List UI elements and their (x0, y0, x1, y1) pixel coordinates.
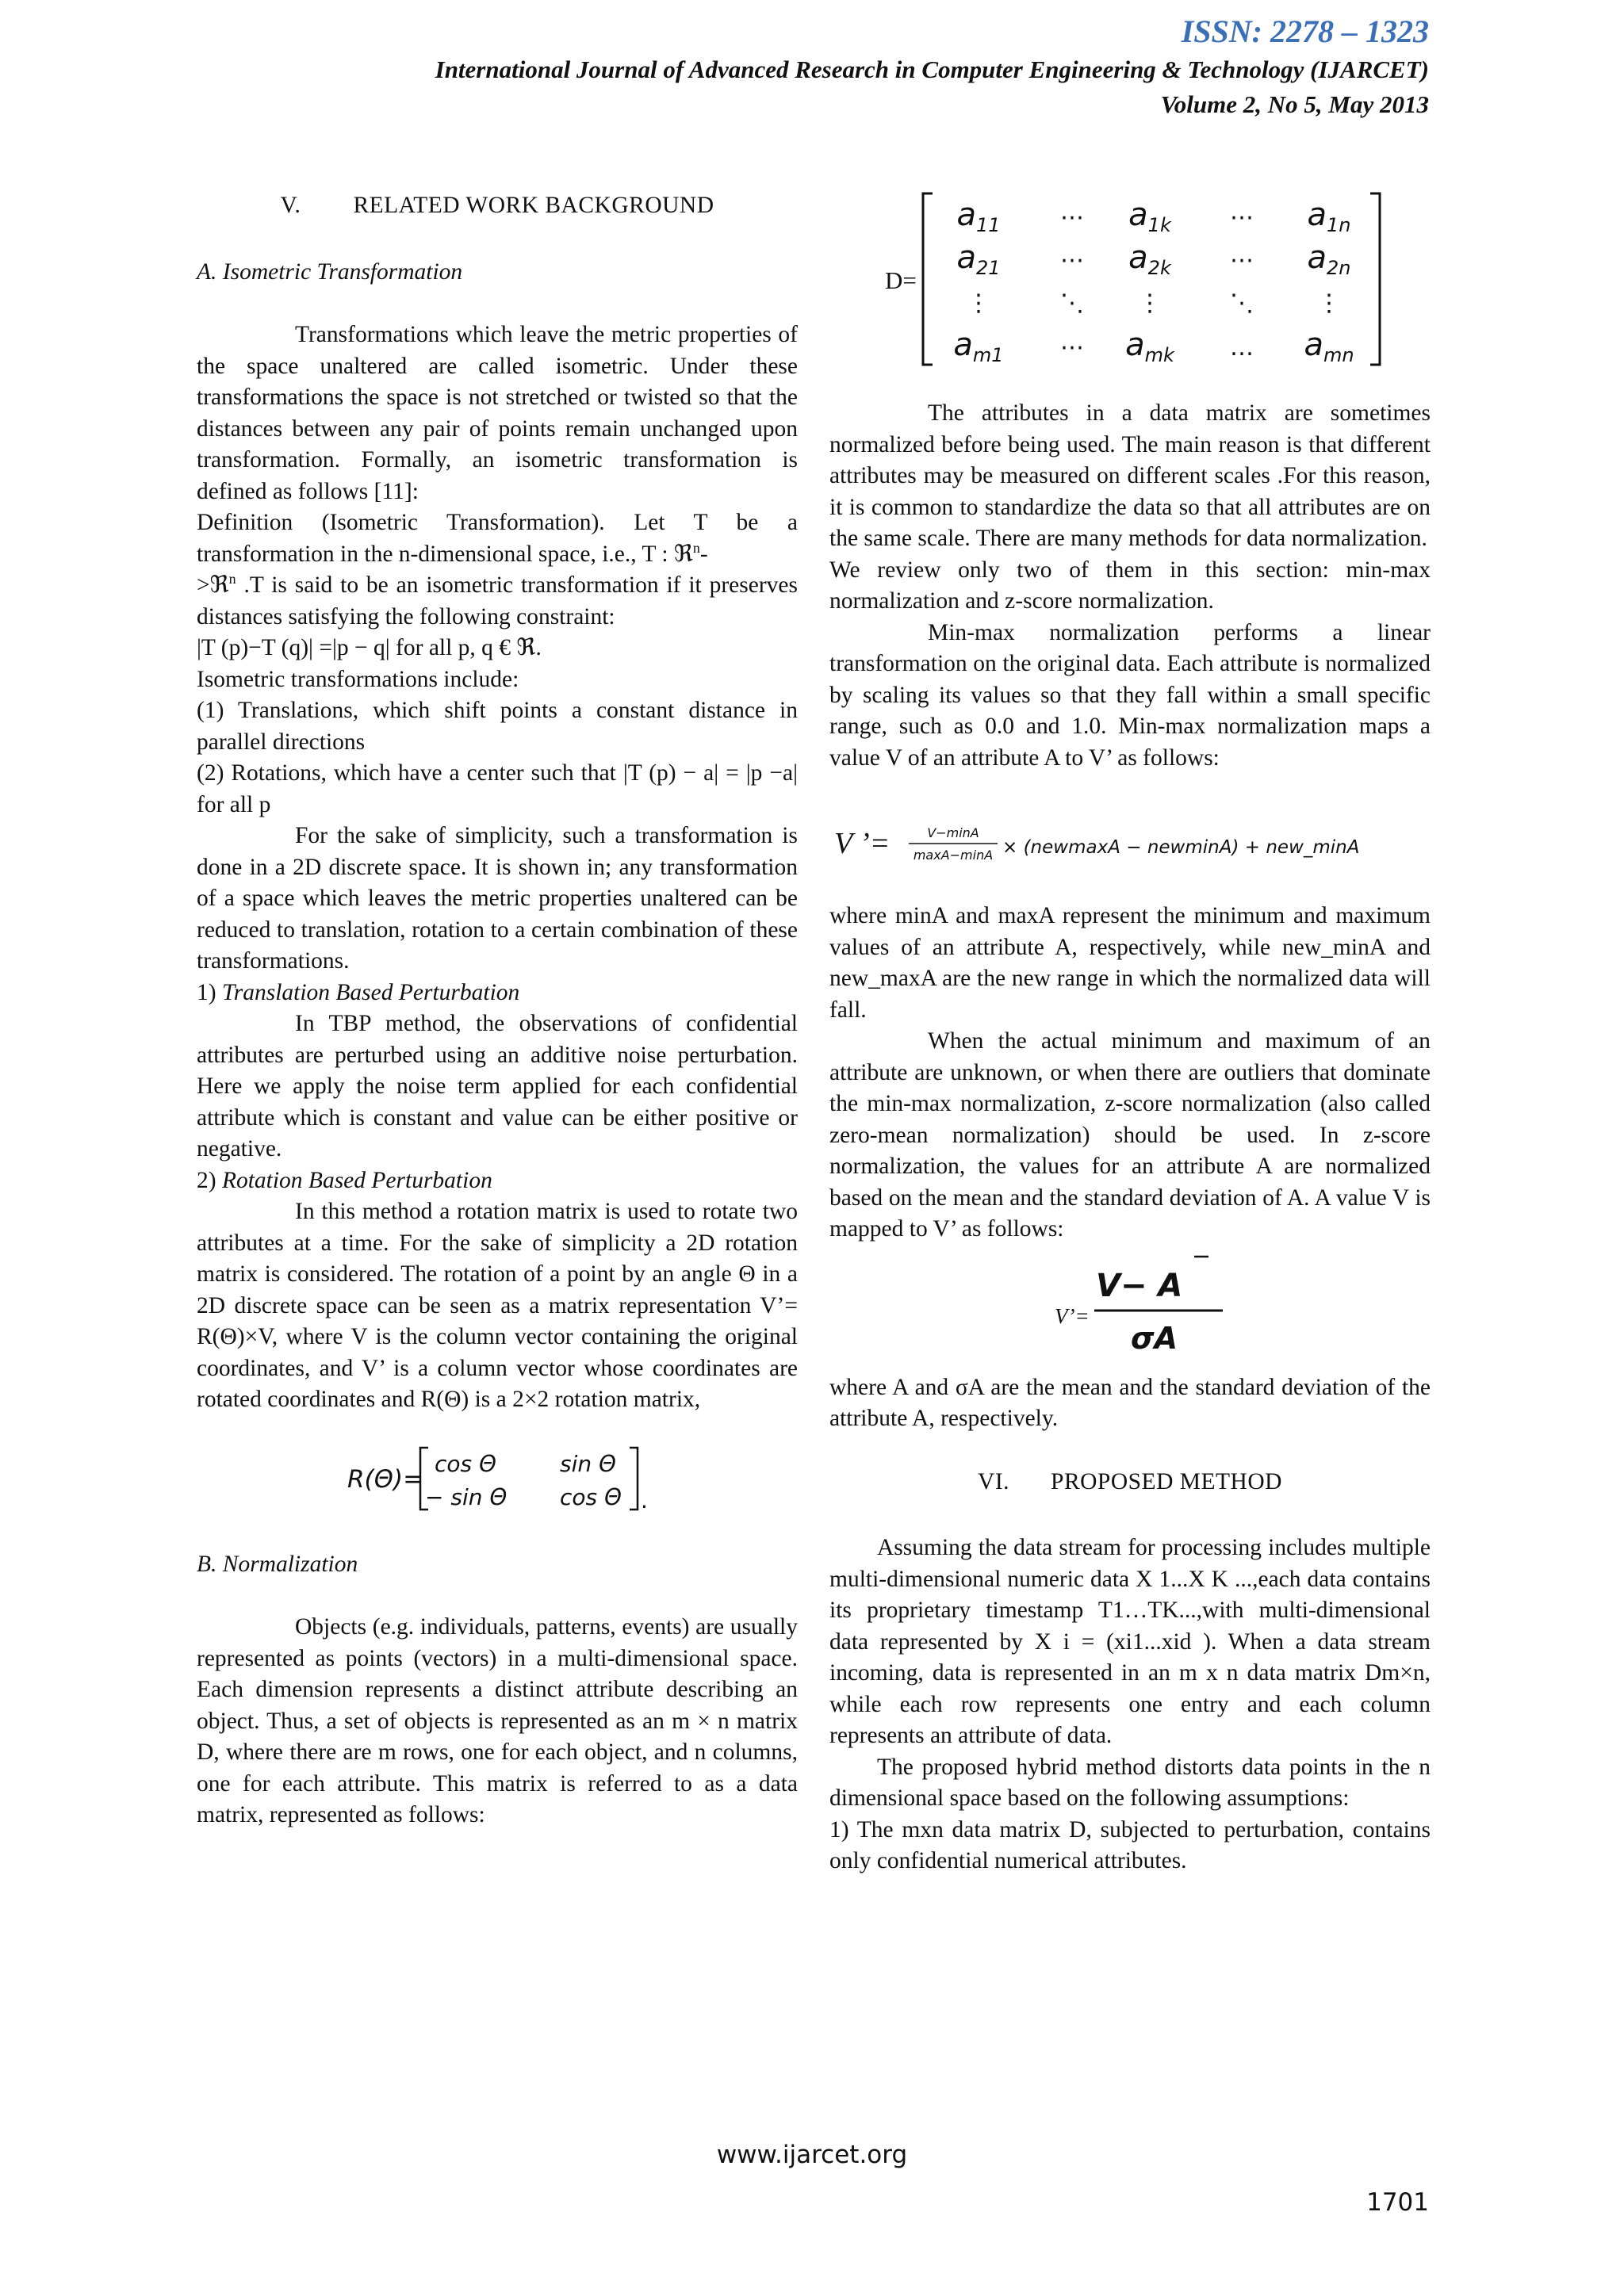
matrix-cell: $a_{1n}$ (1307, 197, 1351, 236)
page-header (435, 11, 1429, 122)
matrix-lhs: D= (885, 266, 917, 294)
matrix-cell: $a_{m1}$ (953, 327, 1004, 366)
paragraph: The attributes in a data matrix are sometimes normalized before being used. The main reason is that different attributes may be measured on different scales .For this reason, it is common to standardize the data so that all attributes are on the same scale. There are many methods for data normalization. (829, 400, 1431, 551)
svg-text:maxA−minA: maxA−minA (913, 848, 994, 863)
section-title: PROPOSED METHOD (1051, 1468, 1282, 1494)
section-vi-heading (829, 1467, 1431, 1498)
right-column (829, 184, 1431, 1877)
section-number: V. (280, 193, 301, 218)
right-bracket (630, 1448, 638, 1510)
paragraph: Isometric transformations include: (197, 666, 519, 692)
matrix-cell: … (1230, 334, 1254, 362)
section-v-heading (197, 190, 798, 222)
matrix-cell: $a_{mk}$ (1125, 327, 1174, 366)
svg-text:cos Θ: cos Θ (560, 1483, 622, 1510)
data-matrix-equation (829, 184, 1431, 374)
footer-url: www.ijarcet.org (716, 2141, 908, 2169)
paragraph: Transformations which leave the metric properties of the space unaltered are called isometric. Under these transformations the space is not stretched or twisted so that the distances between any pair of points remain unchanged upon transformation. Formally, an isometric transformation is defined as follows [11]: (197, 322, 798, 504)
left-column (197, 190, 798, 1831)
matrix-cells (953, 197, 1354, 366)
subsubsection-heading: 1) Translation Based Perturbation (197, 979, 520, 1005)
z-score-equation (829, 1246, 1431, 1372)
issn: ISSN: 2278 – 1323 (1181, 13, 1429, 49)
section-title: RELATED WORK BACKGROUND (353, 193, 714, 218)
journal-volume: Volume 2, No 5, May 2013 (1160, 90, 1429, 118)
min-max-equation (829, 774, 1431, 901)
svg-text:σA: σA (1131, 1320, 1178, 1356)
paragraph: Objects (e.g. individuals, patterns, events) are usually represented as points (vectors) in a multi-dimensional space. Each dimension represents a distinct attribute describing an object. Thus, a set of objects is represented as an m × n matrix D, where there are m rows, one for each object, and n columns, one for each attribute. This matrix is referred to as a data matrix, represented as follows: (197, 1614, 798, 1827)
matrix-cell: ⋯ (1060, 247, 1084, 274)
definition-paragraph: Definition (Isometric Transformation). Let T be a transformation in the n-dimensional space, i.e., T : ℜ$^n$- >ℜ$^n$ .T is said to be an isometric transformation if it preserves distances satisfying the following constraint: (197, 510, 798, 629)
paragraph: In TBP method, the observations of confidential attributes are perturbed using an additive noise perturbation. Here we apply the noise term applied for each confidential attribute which is constant and value can be either positive or negative. (197, 1011, 798, 1161)
matrix-cell: ⋯ (1060, 204, 1084, 232)
matrix-cell: $a_{21}$ (956, 239, 1001, 279)
journal-title: International Journal of Advanced Research in Computer Engineering & Technology (IJARCET) (435, 55, 1429, 83)
paragraph: 1) The mxn data matrix D, subjected to perturbation, contains only confidential numerical attributes. (829, 1816, 1431, 1873)
matrix-cell: $a_{2k}$ (1128, 239, 1171, 279)
rotation-lhs: R(Θ)= (347, 1464, 424, 1494)
subsubsection-heading: 2) Rotation Based Perturbation (197, 1167, 492, 1193)
z-score-svg (829, 1246, 1431, 1372)
section-number: VI. (978, 1468, 1010, 1494)
subsection-a-heading: A. Isometric Transformation (197, 258, 463, 285)
list-item: (1) Translations, which shift points a constant distance in parallel directions (197, 698, 798, 755)
paragraph: Assuming the data stream for processing includes multiple multi-dimensional numeric data X 1...X K ...,each data contains its proprietary timestamp T1…TK...,with multi-dimensional data represented by X i = (xi1...xid ). When a data stream incoming, data is represented in an m x n data matrix Dm×n, while each row represents one entry and each column represents an attribute of data. (829, 1535, 1431, 1748)
matrix-cell: ⋯ (1230, 247, 1254, 274)
min-max-svg (829, 774, 1431, 901)
matrix-cell: ⋮ (967, 289, 990, 317)
paragraph: In this method a rotation matrix is used to rotate two attributes at a time. For the sake of simplicity a 2D rotation matrix is considered. The rotation of a point by an angle Θ in a 2D discrete space can be seen as a matrix representation V’= R(Θ)×V, where V is the column vector containing the original coordinates, and V’ is a column vector whose coordinates are rotated coordinates and R(Θ) is a 2×2 rotation matrix, (197, 1199, 798, 1412)
svg-text:.: . (641, 1487, 648, 1513)
svg-text:− sin Θ: − sin Θ (425, 1483, 508, 1510)
paragraph: When the actual minimum and maximum of an attribute are unknown, or when there are outliers that dominate the min-max normalization, z-score normalization (also called zero-mean normalization) should be used. In z-score normalization, the values for an attribute A are normalized based on the mean and the standard deviation of A. A value V is mapped to V’ as follows: (829, 1028, 1431, 1242)
svg-text:cos Θ: cos Θ (435, 1450, 497, 1477)
matrix-cell: $a_{2n}$ (1307, 239, 1351, 279)
list-item: (2) Rotations, which have a center such that |T (p) − a| = |p −a| for all p (197, 760, 798, 817)
svg-text:V−minA: V−minA (927, 825, 979, 840)
right-bracket (1370, 193, 1380, 365)
paragraph: The proposed hybrid method distorts data points in the n dimensional space based on the following assumptions: (829, 1754, 1431, 1811)
paragraph: where A and σA are the mean and the standard deviation of the attribute A, respectively. (829, 1374, 1431, 1431)
data-matrix-svg (829, 184, 1431, 374)
paragraph: Min-max normalization performs a linear transformation on the original data. Each attribute is normalized by scaling its values so that they fall within a small specific range, such as 0.0 and 1.0. Min-max normalization maps a value V of an attribute A to V’ as follows: (829, 619, 1431, 771)
svg-text:V ’=: V ’= (834, 827, 891, 860)
matrix-cell: ⋮ (1317, 289, 1341, 317)
constraint-line: |T (p)−T (q)| =|p − q| for all p, q € ℜ. (197, 635, 542, 660)
matrix-cell: ⋱ (1230, 289, 1254, 317)
subsection-b-heading: B. Normalization (197, 1551, 358, 1577)
svg-text:V’=: V’= (1055, 1303, 1090, 1328)
paragraph: where minA and maxA represent the minimum and maximum values of an attribute A, respectively, while new_minA and new_maxA are the new range in which the normalized data will fall. (829, 903, 1431, 1023)
rotation-matrix-svg (197, 1430, 798, 1525)
left-bracket (923, 193, 933, 365)
paragraph: We review only two of them in this section: min-max normalization and z-score normalization. (829, 557, 1431, 614)
svg-text:× (newmaxA − newminA) + new_mi: × (newmaxA − newminA) + new_minA (1002, 837, 1360, 858)
page-number: 1701 (1366, 2188, 1429, 2217)
matrix-cell: ⋮ (1138, 289, 1162, 317)
svg-text:V− A: V− A (1096, 1267, 1183, 1304)
svg-text:sin Θ: sin Θ (560, 1450, 617, 1477)
matrix-cell: $a_{mn}$ (1304, 327, 1354, 366)
rotation-matrix-equation (197, 1430, 798, 1525)
matrix-cell: $a_{1k}$ (1128, 197, 1171, 236)
matrix-cell: ⋱ (1060, 289, 1084, 317)
matrix-cell: ⋯ (1060, 334, 1084, 362)
paragraph: For the sake of simplicity, such a transformation is done in a 2D discrete space. It is shown in; any transformation of a space which leaves the metric properties unaltered can be reduced to translation, rotation to a certain combination of these transformations. (197, 823, 798, 974)
matrix-cell: ⋯ (1230, 204, 1254, 232)
matrix-cell: $a_{11}$ (956, 197, 1001, 236)
